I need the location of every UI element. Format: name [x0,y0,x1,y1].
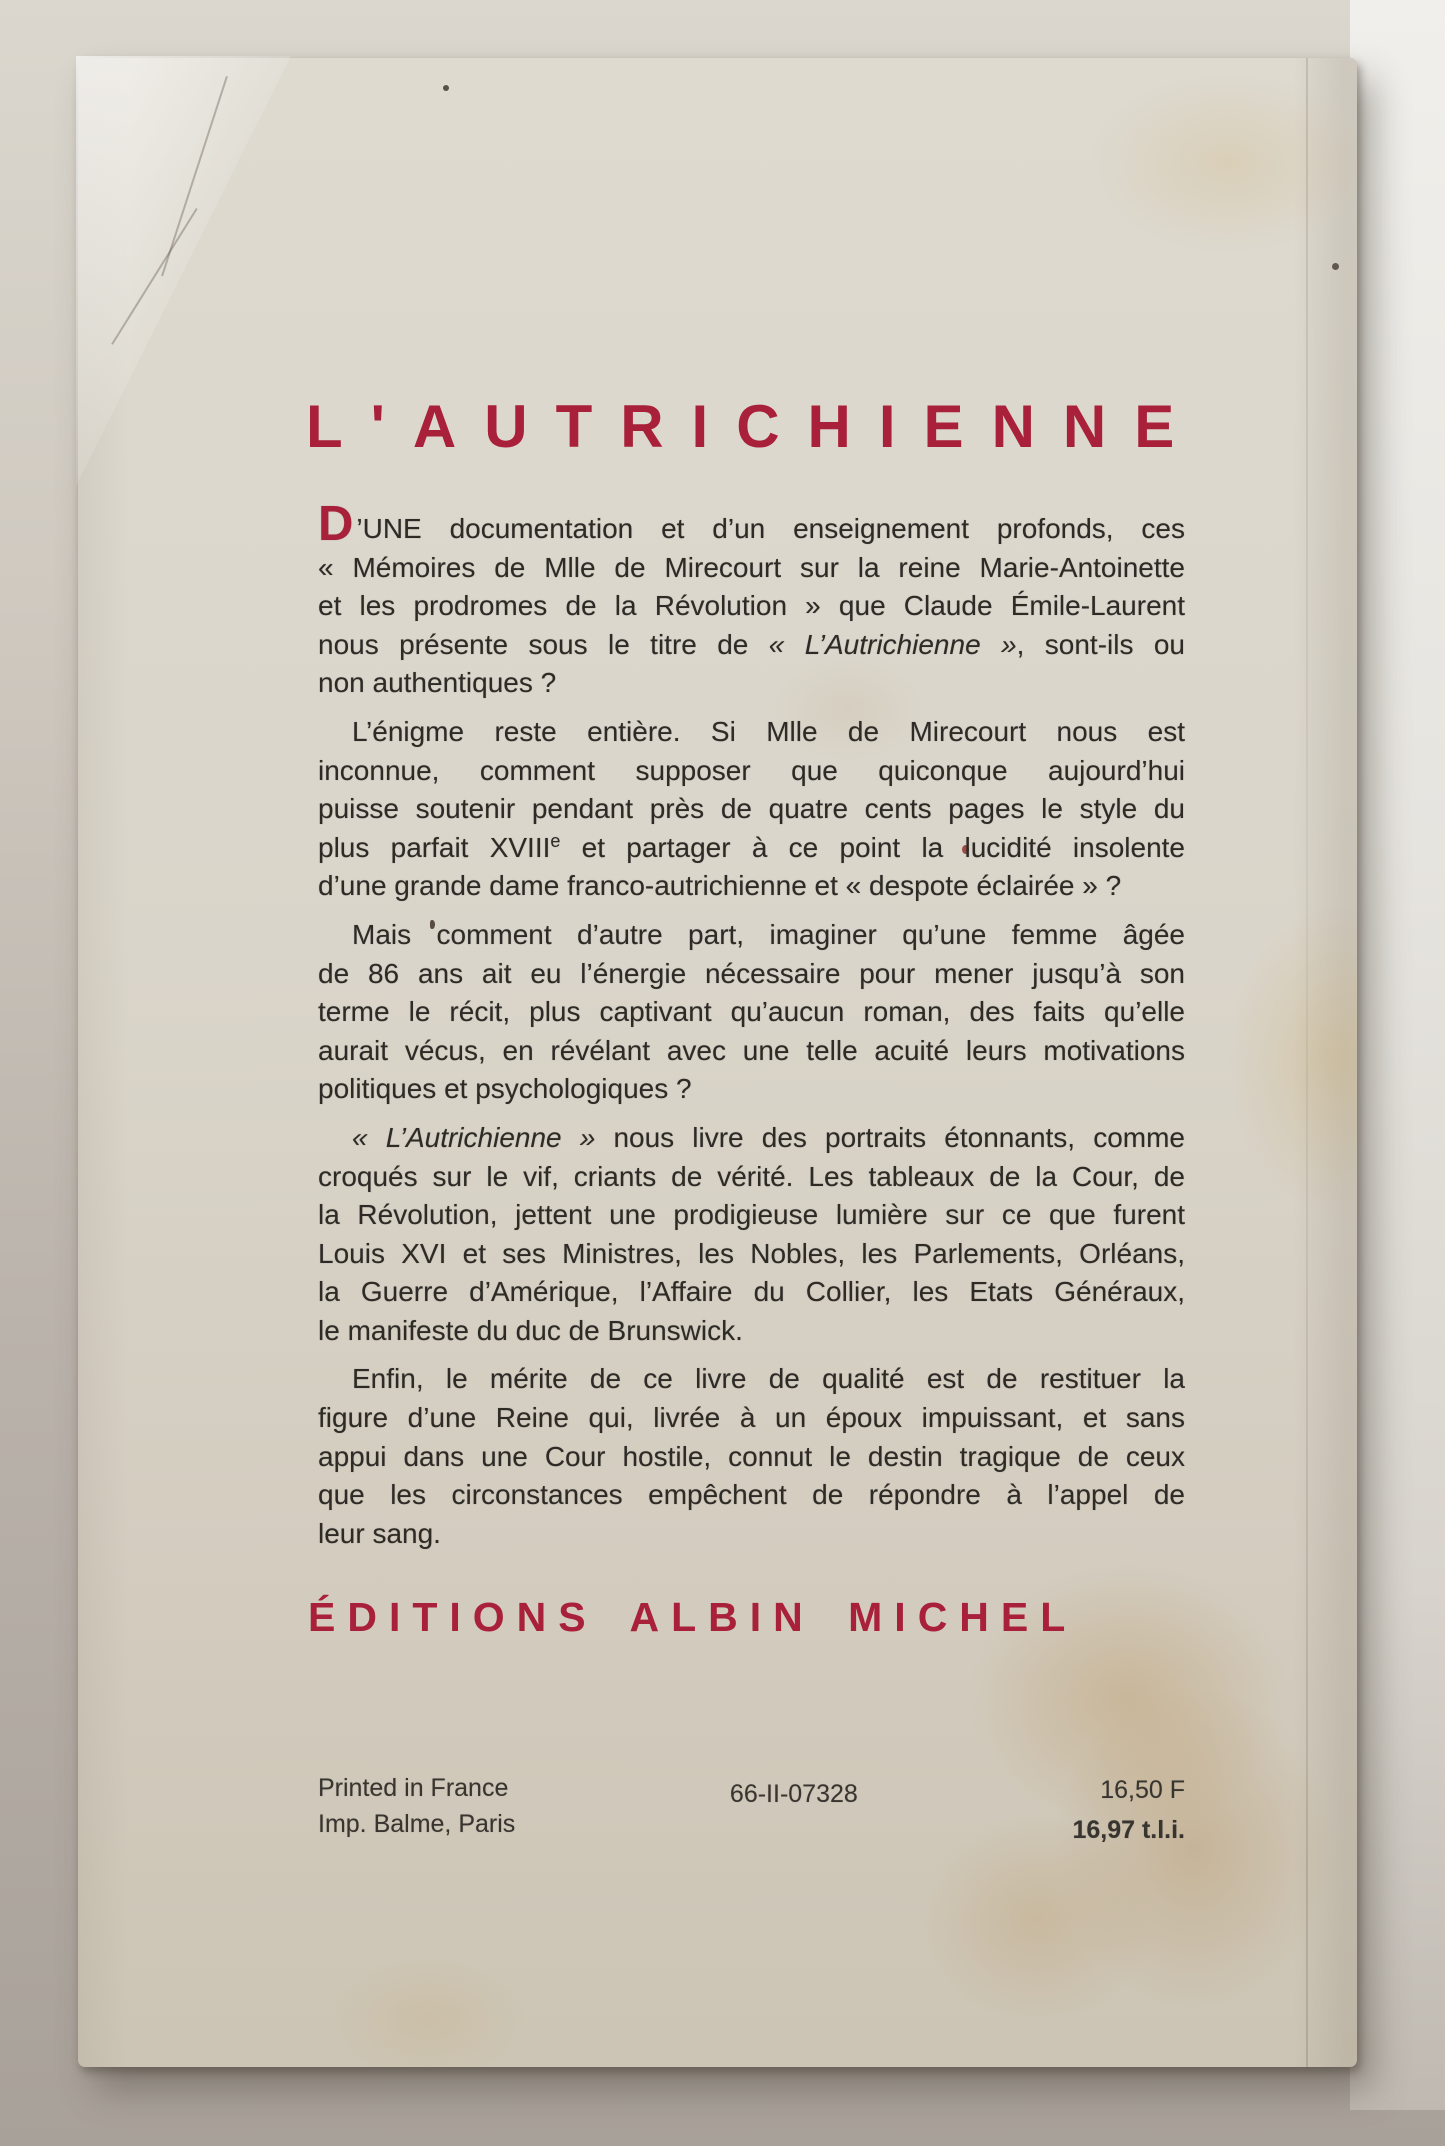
paragraph [318,1119,1185,1351]
text-line [318,1273,1185,1312]
book-back-cover [78,58,1357,2067]
text-line [318,664,1185,703]
paragraph [318,916,1185,1109]
body-text [318,497,1185,1563]
ink-speck [1332,263,1339,270]
text-segment: inconnue, comment supposer que quiconque aujourd’hui [318,754,1185,786]
paragraph [318,1360,1185,1553]
text-line [318,1235,1185,1274]
text-segment: d’une grande dame franco-autrichienne et « despote éclairée » ? [318,870,1122,902]
text-line [318,829,1185,868]
text-segment: appui dans une Cour hostile, connut le destin tragique de ceux [318,1440,1185,1472]
text-line [318,790,1185,829]
price-main: 16,50 F [1100,1776,1185,1804]
text-segment: croqués sur le vif, criants de vérité. Les tableaux de la Cour, de [318,1160,1185,1192]
text-segment: e [550,830,561,851]
text-line [318,626,1185,665]
text-segment: puisse soutenir pendant près de quatre cents pages le style du [318,793,1185,825]
paragraph [318,713,1185,906]
text-segment: de 86 ans ait eu l’énergie nécessaire pour mener jusqu’à son [318,957,1185,989]
text-line [318,867,1185,906]
price-ttc: 16,97 t.l.i. [1072,1816,1185,1844]
text-segment: la Guerre d’Amérique, l’Affaire du Collier, les Etats Généraux, [318,1276,1185,1308]
text-line [318,1158,1185,1197]
text-line [318,549,1185,588]
text-segment: ’UNE documentation et d’un enseignement profonds, ces [356,513,1185,544]
text-line [318,1360,1185,1399]
drop-cap: D [318,497,354,551]
printed-in-france: Printed in France [318,1774,509,1802]
text-segment: le manifeste du duc de Brunswick. [318,1314,743,1346]
text-segment: « L’Autrichienne » [352,1121,596,1153]
text-segment: « L’Autrichienne » [768,628,1017,660]
text-segment: « Mémoires de Mlle de Mirecourt sur la reine Marie-Antoinette [318,551,1185,583]
text-segment: leur sang. [318,1517,441,1549]
text-line [318,916,1185,955]
book-title: L'AUTRICHIENNE [306,393,1203,460]
text-segment: Mais comment d’autre part, imaginer qu’une femme âgée [352,918,1185,950]
text-segment: nous livre des portraits étonnants, comme [595,1121,1185,1153]
text-line [318,993,1185,1032]
text-line [318,1070,1185,1109]
text-segment: aurait vécus, en révélant avec une telle acuité leurs motivations [318,1034,1185,1066]
text-segment: Enfin, le mérite de ce livre de qualité est de restituer la [352,1363,1185,1395]
text-segment: figure d’une Reine qui, livrée à un époux impuissant, et sans [318,1402,1185,1434]
text-segment: plus parfait XVIII [318,831,551,863]
text-line [318,497,1185,551]
text-line [318,713,1185,752]
paragraph [318,497,1185,703]
text-line [318,752,1185,791]
book-page-edges [1350,0,1445,2110]
text-line [318,1476,1185,1515]
price-block [1072,1770,1185,1850]
text-segment: politiques et psychologiques ? [318,1073,692,1105]
text-segment: L’énigme reste entière. Si Mlle de Mirecourt nous est [352,715,1185,747]
text-line [318,1196,1185,1235]
text-line [318,1119,1185,1158]
text-segment: et les prodromes de la Révolution » que Claude Émile-Laurent [318,590,1185,622]
text-line [318,955,1185,994]
text-line [318,1515,1185,1554]
text-segment: nous présente sous le titre de [318,628,769,660]
text-segment: terme le récit, plus captivant qu’aucun roman, des faits qu’elle [318,996,1185,1028]
text-line [318,1399,1185,1438]
tear-crack-line [111,208,197,344]
text-segment: Louis XVI et ses Ministres, les Nobles, les Parlements, Orléans, [318,1237,1185,1269]
printer-name: Imp. Balme, Paris [318,1810,516,1838]
publisher-line: ÉDITIONS ALBIN MICHEL [308,1594,1078,1640]
text-segment: que les circonstances empêchent de répondre à l’appel de [318,1479,1185,1511]
text-segment: la Révolution, jettent une prodigieuse lumière sur ce que furent [318,1199,1185,1231]
text-segment: , sont-ils ou [1016,628,1185,660]
text-line [318,1312,1185,1351]
print-code: 66-II-07328 [729,1780,858,1808]
text-segment: non authentiques ? [318,667,557,699]
text-line [318,1438,1185,1477]
imprint-row [318,1770,1185,1850]
ink-speck [443,85,449,91]
imprint-left [318,1770,515,1842]
text-segment: et partager à ce point la lucidité insolente [560,831,1185,863]
text-line [318,587,1185,626]
text-line [318,1032,1185,1071]
